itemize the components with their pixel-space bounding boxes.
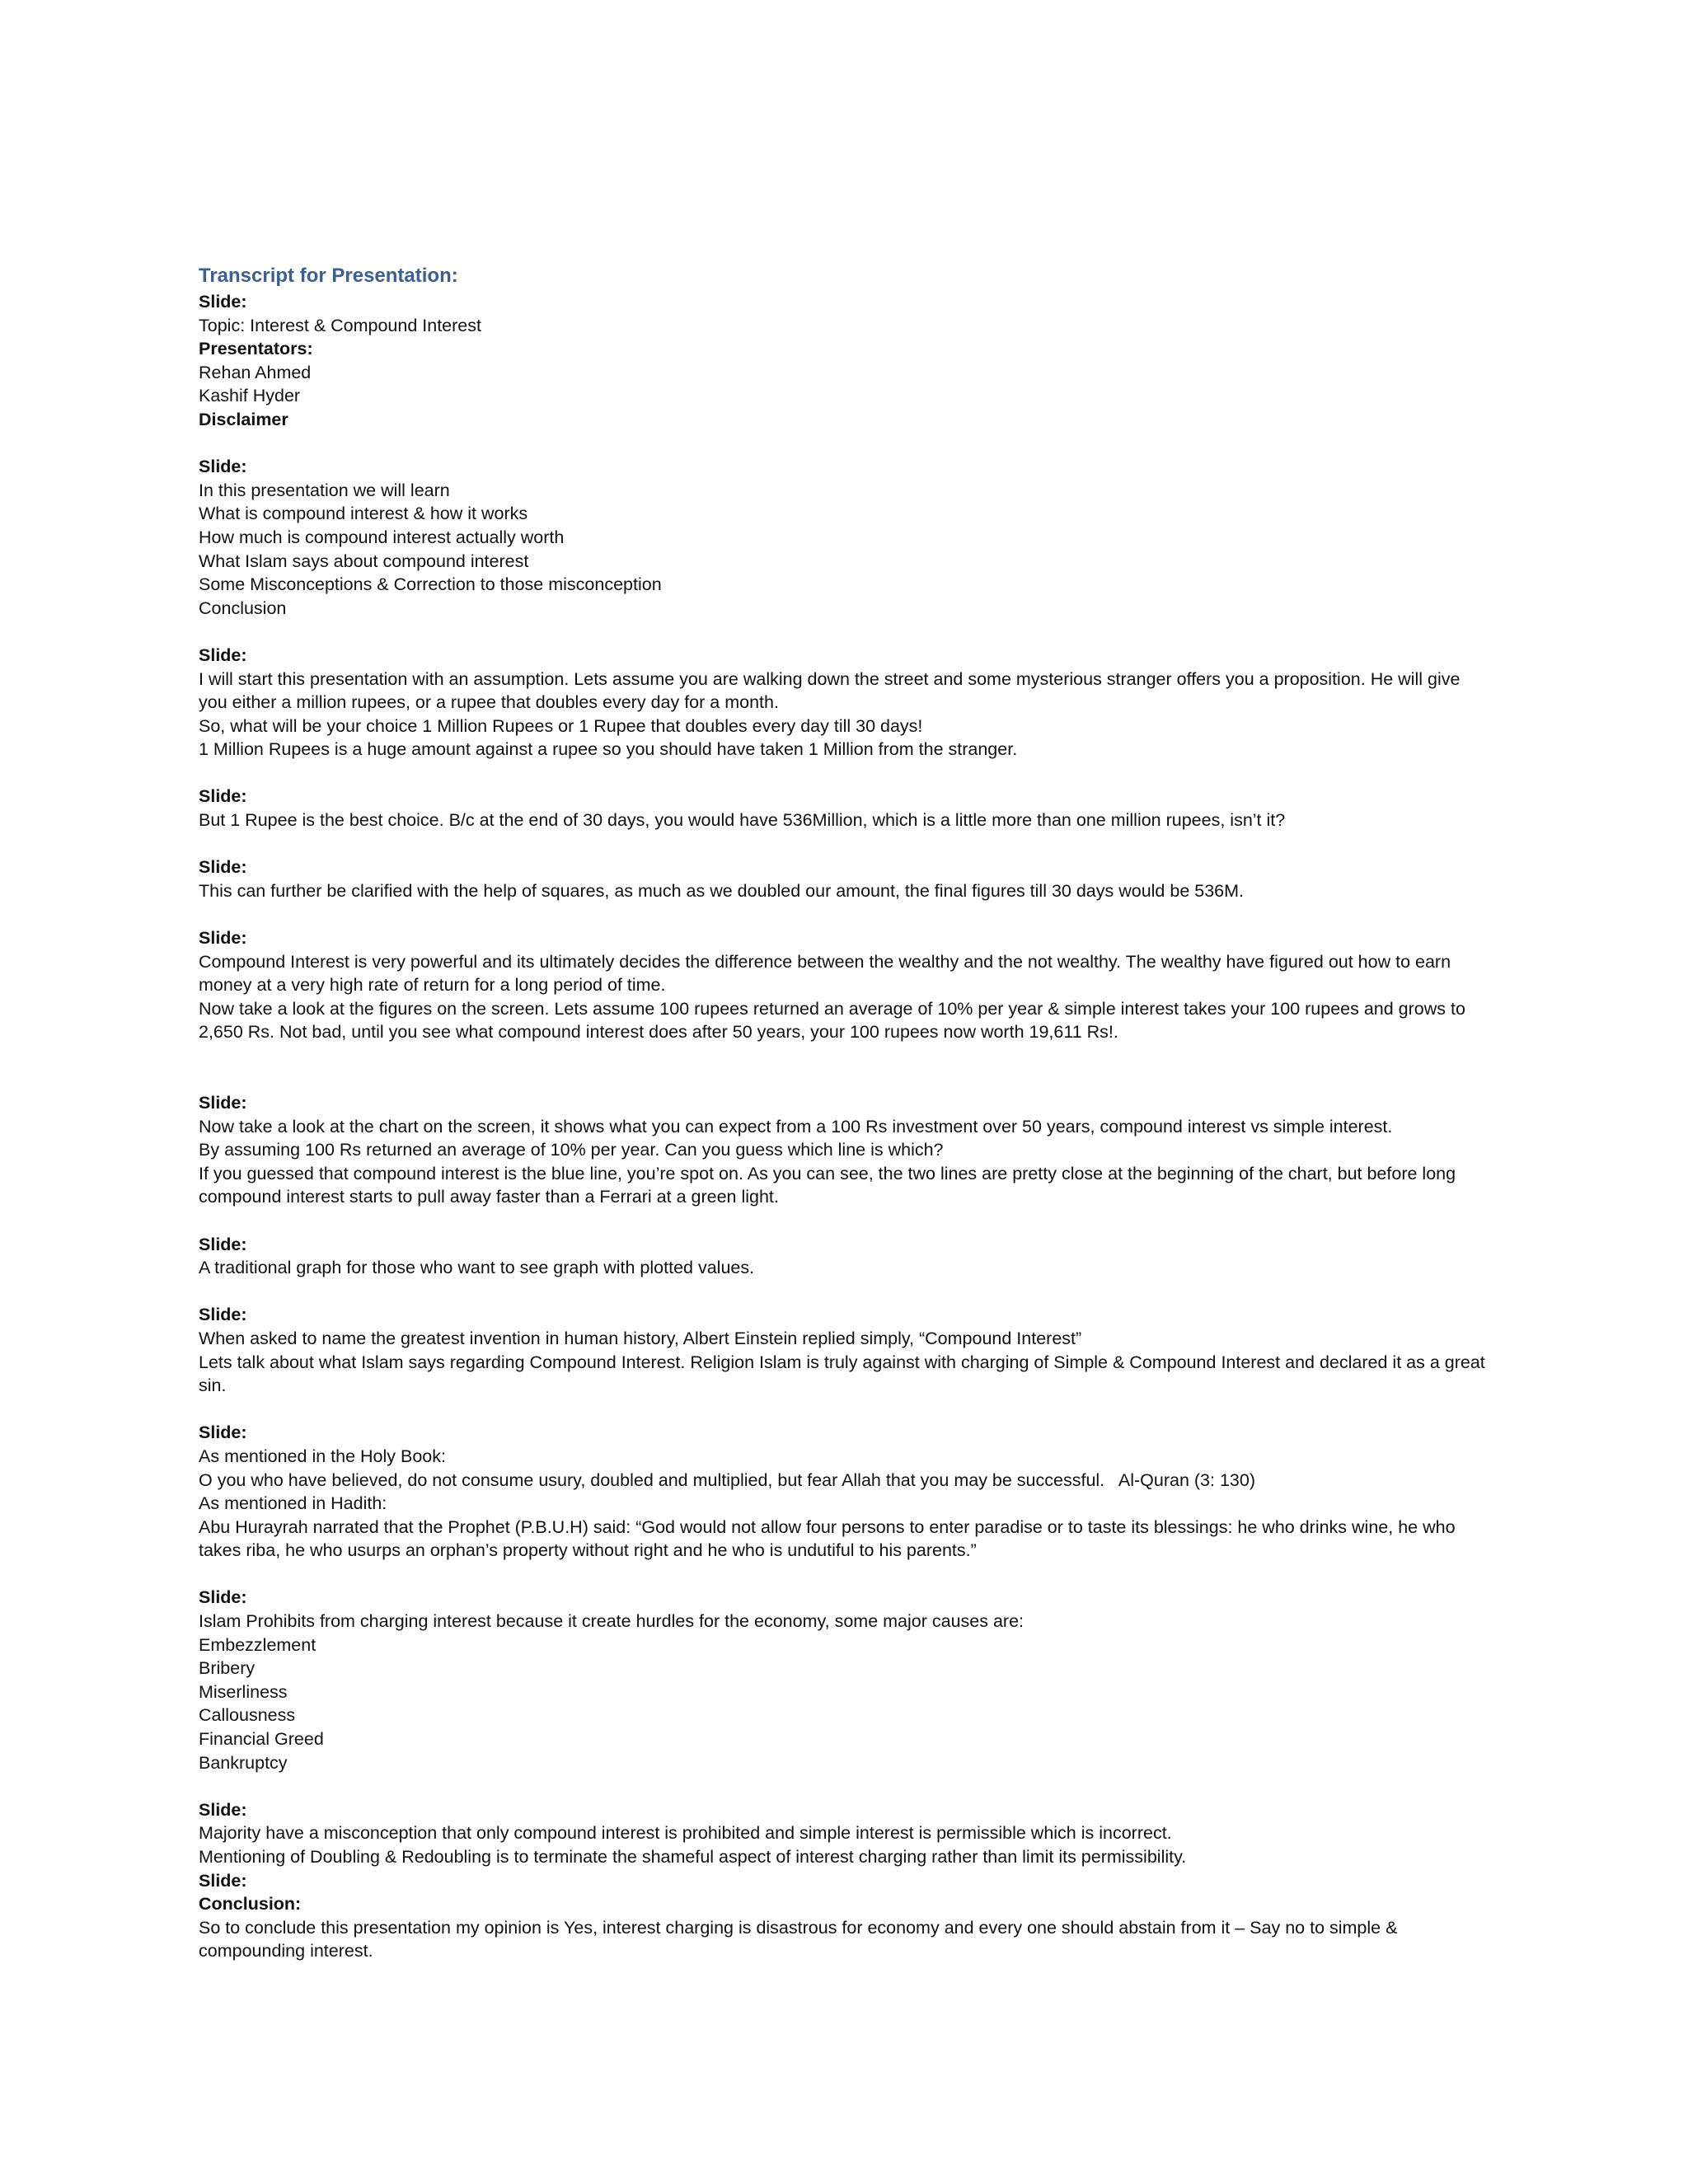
document-title: Transcript for Presentation: [199, 265, 458, 287]
transcript-line: A traditional graph for those who want to see graph with plotted values. [199, 1258, 755, 1278]
section-heading: Slide: [199, 1587, 247, 1608]
transcript-section [199, 926, 1493, 1044]
transcript-line: This can further be clarified with the help of squares, as much as we doubled our amount, the final figures till 30 days would be 536M. [199, 880, 1245, 901]
section-heading: Slide: [199, 1305, 247, 1325]
transcript-line: In this presentation we will learn [199, 480, 450, 500]
transcript-line: What Islam says about compound interest [199, 551, 529, 571]
transcript-line: Some Misconceptions & Correction to those misconception [199, 574, 662, 595]
transcript-line: Mentioning of Doubling & Redoubling is to terminate the shameful aspect of interest charging rather than limit its permissibility. [199, 1847, 1187, 1867]
transcript-line: O you who have believed, do not consume usury, doubled and multiplied, but fear Allah that you may be successful. Al-Quran (3: 130) [199, 1469, 1255, 1490]
section-heading: Disclaimer [199, 409, 288, 429]
transcript-line: Lets talk about what Islam says regarding Compound Interest. Religion Islam is truly against with charging of Simple & Compound Interest and declared it as a great sin. [199, 1352, 1490, 1396]
transcript-line: Now take a look at the chart on the screen, it shows what you can expect from a 100 Rs investment over 50 years, compound interest vs simple interest. [199, 1116, 1393, 1137]
transcript-line: Callousness [199, 1705, 296, 1726]
section-heading: Slide: [199, 1422, 247, 1443]
transcript-line: Bribery [199, 1658, 256, 1679]
transcript-section [199, 1091, 1493, 1209]
transcript-section [199, 1869, 1493, 1963]
section-heading: Slide: [199, 1093, 247, 1113]
transcript-line: Abu Hurayrah narrated that the Prophet (P.B.U.H) said: “God would not allow four persons to enter paradise or to taste its blessings: he who drinks wine, he who takes riba, he who usurps an orphan’s property without right and he who is undutiful to his parents.” [199, 1516, 1461, 1561]
transcript-line: Islam Prohibits from charging interest because it create hurdles for the economy, some major causes are: [199, 1611, 1024, 1632]
transcript-line: As mentioned in the Holy Book: [199, 1446, 446, 1466]
section-heading: Slide: [199, 786, 247, 807]
transcript-line: So, what will be your choice 1 Million Rupees or 1 Rupee that doubles every day till 30 days! [199, 715, 923, 736]
transcript-section [199, 455, 1493, 620]
transcript-line: If you guessed that compound interest is the blue line, you’re spot on. As you can see, the two lines are pretty close at the beginning of the chart, but before long compound interest starts to pull away faster than a Ferrari at a green light. [199, 1163, 1461, 1207]
transcript-line: By assuming 100 Rs returned an average of 10% per year. Can you guess which line is which? [199, 1140, 944, 1160]
transcript-line: Financial Greed [199, 1729, 324, 1750]
section-heading: Conclusion: [199, 1894, 302, 1915]
transcript-body [199, 290, 1493, 1963]
document-page [199, 263, 1493, 1987]
transcript-line: As mentioned in Hadith: [199, 1493, 387, 1514]
section-heading: Slide: [199, 857, 247, 878]
section-heading: Slide: [199, 292, 247, 312]
transcript-line: I will start this presentation with an assumption. Lets assume you are walking down the street and some mysterious stranger offers you a proposition. He will give you either a million rupees, or a rupee that doubles every day for a month. [199, 668, 1465, 713]
transcript-line: Embezzlement [199, 1634, 316, 1655]
section-heading: Slide: [199, 1870, 247, 1891]
section-heading: Slide: [199, 1799, 247, 1820]
transcript-line: Majority have a misconception that only compound interest is prohibited and simple interest is permissible which is incorrect. [199, 1823, 1172, 1844]
section-heading: Presentators: [199, 339, 313, 359]
transcript-line: Compound Interest is very powerful and its ultimately decides the difference between the wealthy and the not wealthy. The wealthy have figured out how to earn money at a very high rate of return for a long period of time. [199, 951, 1456, 996]
transcript-line: Bankruptcy [199, 1752, 288, 1773]
transcript-line: When asked to name the greatest invention in human history, Albert Einstein replied simply, “Compound Interest” [199, 1328, 1082, 1348]
transcript-line: How much is compound interest actually worth [199, 527, 565, 547]
section-heading: Slide: [199, 457, 247, 477]
transcript-line: But 1 Rupee is the best choice. B/c at the end of 30 days, you would have 536Million, which is a little more than one million rupees, isn’t it? [199, 810, 1286, 831]
transcript-section [199, 1233, 1493, 1280]
transcript-section [199, 1303, 1493, 1397]
transcript-line: Topic: Interest & Compound Interest [199, 315, 481, 335]
transcript-line: Now take a look at the figures on the screen. Lets assume 100 rupees returned an average of 10% per year & simple interest takes your 100 rupees and grows to 2,650 Rs. Not bad, until you see what compound interest does after 50 years, your 100 rupees now worth 19,611 Rs!. [199, 998, 1470, 1043]
transcript-section [199, 855, 1493, 902]
section-heading: Slide: [199, 644, 247, 665]
transcript-section [199, 785, 1493, 832]
transcript-line: 1 Million Rupees is a huge amount against a rupee so you should have taken 1 Million from the stranger. [199, 739, 1018, 760]
transcript-section [199, 1798, 1493, 1869]
transcript-section [199, 1421, 1493, 1563]
transcript-line: Conclusion [199, 598, 287, 618]
transcript-line: Miserliness [199, 1681, 288, 1702]
section-heading: Slide: [199, 1234, 247, 1254]
transcript-line: What is compound interest & how it works [199, 504, 528, 524]
transcript-section [199, 1586, 1493, 1774]
transcript-line: So to conclude this presentation my opinion is Yes, interest charging is disastrous for economy and every one should abstain from it – Say no to simple & compounding interest. [199, 1917, 1403, 1961]
section-heading: Slide: [199, 928, 247, 949]
transcript-section [199, 290, 1493, 432]
transcript-section [199, 644, 1493, 762]
transcript-line: Kashif Hyder [199, 386, 301, 406]
transcript-line: Rehan Ahmed [199, 362, 312, 382]
